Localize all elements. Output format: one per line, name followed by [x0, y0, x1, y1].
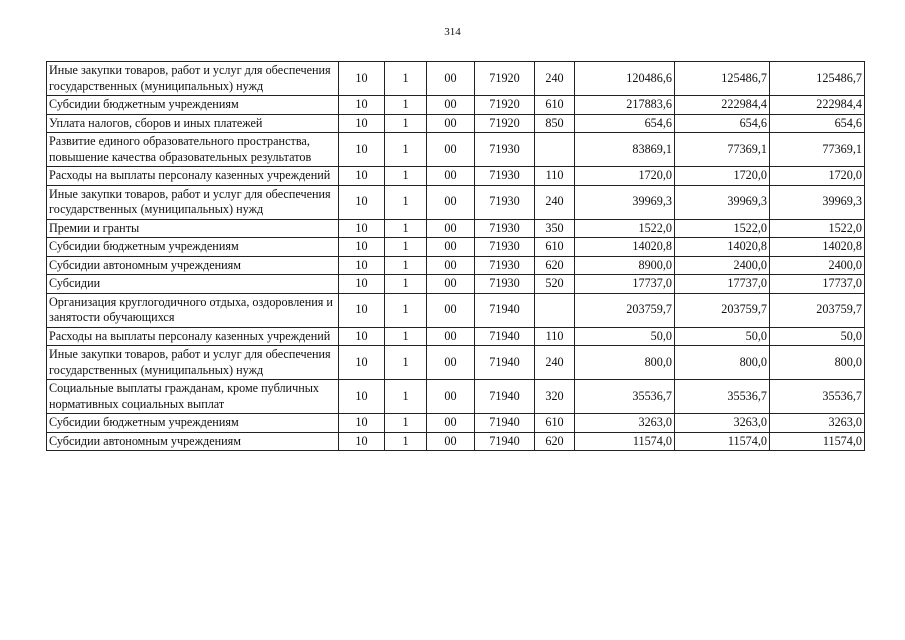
expense-type-code-cell	[535, 293, 575, 327]
expense-name-cell: Субсидии автономным учреждениям	[47, 432, 339, 451]
section-code-cell: 10	[339, 62, 385, 96]
section-code-cell: 10	[339, 293, 385, 327]
target-item-code-cell: 71930	[475, 133, 535, 167]
amount-year-3-cell: 1720,0	[770, 167, 865, 186]
table-row	[47, 167, 865, 186]
subsection-code-cell: 1	[385, 256, 427, 275]
page-number: 314	[444, 26, 461, 38]
section-code-cell: 10	[339, 185, 385, 219]
expense-type-code-cell: 610	[535, 414, 575, 433]
amount-year-1-cell: 1720,0	[575, 167, 675, 186]
expense-name-cell: Расходы на выплаты персоналу казенных учреждений	[47, 327, 339, 346]
budget-table	[46, 61, 865, 451]
subsection-code-cell: 1	[385, 414, 427, 433]
program-code-cell: 00	[427, 114, 475, 133]
expense-type-code-cell: 240	[535, 346, 575, 380]
expense-name-cell: Субсидии автономным учреждениям	[47, 256, 339, 275]
amount-year-1-cell: 14020,8	[575, 238, 675, 257]
table-row	[47, 293, 865, 327]
expense-name-cell: Социальные выплаты гражданам, кроме публичных нормативных социальных выплат	[47, 380, 339, 414]
expense-name-cell: Организация круглогодичного отдыха, оздоровления и занятости обучающихся	[47, 293, 339, 327]
table-row	[47, 380, 865, 414]
target-item-code-cell: 71940	[475, 293, 535, 327]
expense-type-code-cell: 620	[535, 432, 575, 451]
target-item-code-cell: 71940	[475, 414, 535, 433]
section-code-cell: 10	[339, 327, 385, 346]
section-code-cell: 10	[339, 275, 385, 294]
amount-year-3-cell: 203759,7	[770, 293, 865, 327]
program-code-cell: 00	[427, 432, 475, 451]
amount-year-1-cell: 203759,7	[575, 293, 675, 327]
subsection-code-cell: 1	[385, 275, 427, 294]
target-item-code-cell: 71930	[475, 219, 535, 238]
expense-type-code-cell: 610	[535, 238, 575, 257]
amount-year-2-cell: 654,6	[675, 114, 770, 133]
amount-year-3-cell: 14020,8	[770, 238, 865, 257]
amount-year-2-cell: 1720,0	[675, 167, 770, 186]
expense-name-cell: Иные закупки товаров, работ и услуг для обеспечения государственных (муниципальных) нужд	[47, 185, 339, 219]
program-code-cell: 00	[427, 293, 475, 327]
expense-type-code-cell: 610	[535, 96, 575, 115]
subsection-code-cell: 1	[385, 238, 427, 257]
amount-year-2-cell: 39969,3	[675, 185, 770, 219]
expense-name-cell: Субсидии	[47, 275, 339, 294]
amount-year-3-cell: 125486,7	[770, 62, 865, 96]
expense-type-code-cell: 520	[535, 275, 575, 294]
amount-year-3-cell: 11574,0	[770, 432, 865, 451]
section-code-cell: 10	[339, 256, 385, 275]
amount-year-1-cell: 3263,0	[575, 414, 675, 433]
subsection-code-cell: 1	[385, 96, 427, 115]
section-code-cell: 10	[339, 133, 385, 167]
expense-type-code-cell: 320	[535, 380, 575, 414]
target-item-code-cell: 71930	[475, 185, 535, 219]
expense-name-cell: Расходы на выплаты персоналу казенных учреждений	[47, 167, 339, 186]
target-item-code-cell: 71930	[475, 256, 535, 275]
program-code-cell: 00	[427, 62, 475, 96]
program-code-cell: 00	[427, 133, 475, 167]
amount-year-2-cell: 50,0	[675, 327, 770, 346]
expense-name-cell: Развитие единого образовательного пространства, повышение качества образовательных результатов	[47, 133, 339, 167]
amount-year-1-cell: 654,6	[575, 114, 675, 133]
amount-year-2-cell: 14020,8	[675, 238, 770, 257]
expense-name-cell: Субсидии бюджетным учреждениям	[47, 414, 339, 433]
target-item-code-cell: 71920	[475, 62, 535, 96]
section-code-cell: 10	[339, 219, 385, 238]
table-row	[47, 133, 865, 167]
amount-year-1-cell: 11574,0	[575, 432, 675, 451]
amount-year-1-cell: 800,0	[575, 346, 675, 380]
amount-year-3-cell: 3263,0	[770, 414, 865, 433]
target-item-code-cell: 71940	[475, 346, 535, 380]
program-code-cell: 00	[427, 414, 475, 433]
amount-year-1-cell: 8900,0	[575, 256, 675, 275]
amount-year-2-cell: 77369,1	[675, 133, 770, 167]
program-code-cell: 00	[427, 167, 475, 186]
program-code-cell: 00	[427, 380, 475, 414]
subsection-code-cell: 1	[385, 327, 427, 346]
subsection-code-cell: 1	[385, 133, 427, 167]
section-code-cell: 10	[339, 414, 385, 433]
subsection-code-cell: 1	[385, 432, 427, 451]
target-item-code-cell: 71930	[475, 238, 535, 257]
section-code-cell: 10	[339, 167, 385, 186]
target-item-code-cell: 71940	[475, 327, 535, 346]
expense-type-code-cell: 110	[535, 167, 575, 186]
amount-year-2-cell: 800,0	[675, 346, 770, 380]
subsection-code-cell: 1	[385, 219, 427, 238]
section-code-cell: 10	[339, 114, 385, 133]
table-row	[47, 346, 865, 380]
amount-year-1-cell: 50,0	[575, 327, 675, 346]
program-code-cell: 00	[427, 185, 475, 219]
amount-year-1-cell: 39969,3	[575, 185, 675, 219]
target-item-code-cell: 71940	[475, 432, 535, 451]
subsection-code-cell: 1	[385, 185, 427, 219]
amount-year-2-cell: 125486,7	[675, 62, 770, 96]
program-code-cell: 00	[427, 256, 475, 275]
amount-year-1-cell: 35536,7	[575, 380, 675, 414]
table-row	[47, 327, 865, 346]
expense-name-cell: Субсидии бюджетным учреждениям	[47, 96, 339, 115]
amount-year-3-cell: 50,0	[770, 327, 865, 346]
expense-type-code-cell: 240	[535, 185, 575, 219]
table-row	[47, 256, 865, 275]
amount-year-3-cell: 1522,0	[770, 219, 865, 238]
amount-year-1-cell: 17737,0	[575, 275, 675, 294]
amount-year-2-cell: 3263,0	[675, 414, 770, 433]
table-row	[47, 432, 865, 451]
table-row	[47, 275, 865, 294]
table-row	[47, 114, 865, 133]
amount-year-1-cell: 1522,0	[575, 219, 675, 238]
amount-year-1-cell: 217883,6	[575, 96, 675, 115]
amount-year-3-cell: 2400,0	[770, 256, 865, 275]
expense-type-code-cell: 240	[535, 62, 575, 96]
amount-year-3-cell: 654,6	[770, 114, 865, 133]
subsection-code-cell: 1	[385, 380, 427, 414]
amount-year-1-cell: 120486,6	[575, 62, 675, 96]
expense-type-code-cell	[535, 133, 575, 167]
amount-year-2-cell: 1522,0	[675, 219, 770, 238]
subsection-code-cell: 1	[385, 114, 427, 133]
amount-year-2-cell: 35536,7	[675, 380, 770, 414]
program-code-cell: 00	[427, 346, 475, 380]
section-code-cell: 10	[339, 346, 385, 380]
expense-type-code-cell: 350	[535, 219, 575, 238]
table-row	[47, 185, 865, 219]
target-item-code-cell: 71930	[475, 167, 535, 186]
program-code-cell: 00	[427, 219, 475, 238]
section-code-cell: 10	[339, 432, 385, 451]
amount-year-3-cell: 35536,7	[770, 380, 865, 414]
subsection-code-cell: 1	[385, 167, 427, 186]
section-code-cell: 10	[339, 380, 385, 414]
expense-name-cell: Субсидии бюджетным учреждениям	[47, 238, 339, 257]
program-code-cell: 00	[427, 327, 475, 346]
amount-year-3-cell: 800,0	[770, 346, 865, 380]
target-item-code-cell: 71920	[475, 114, 535, 133]
amount-year-1-cell: 83869,1	[575, 133, 675, 167]
amount-year-3-cell: 222984,4	[770, 96, 865, 115]
amount-year-2-cell: 2400,0	[675, 256, 770, 275]
target-item-code-cell: 71940	[475, 380, 535, 414]
expense-type-code-cell: 850	[535, 114, 575, 133]
amount-year-2-cell: 203759,7	[675, 293, 770, 327]
program-code-cell: 00	[427, 238, 475, 257]
amount-year-3-cell: 39969,3	[770, 185, 865, 219]
expense-name-cell: Иные закупки товаров, работ и услуг для обеспечения государственных (муниципальных) нужд	[47, 346, 339, 380]
table-row	[47, 96, 865, 115]
table-row	[47, 238, 865, 257]
expense-type-code-cell: 110	[535, 327, 575, 346]
expense-type-code-cell: 620	[535, 256, 575, 275]
amount-year-3-cell: 17737,0	[770, 275, 865, 294]
amount-year-2-cell: 17737,0	[675, 275, 770, 294]
table-row	[47, 219, 865, 238]
amount-year-3-cell: 77369,1	[770, 133, 865, 167]
table-row	[47, 62, 865, 96]
section-code-cell: 10	[339, 96, 385, 115]
amount-year-2-cell: 11574,0	[675, 432, 770, 451]
target-item-code-cell: 71930	[475, 275, 535, 294]
amount-year-2-cell: 222984,4	[675, 96, 770, 115]
table-row	[47, 414, 865, 433]
subsection-code-cell: 1	[385, 62, 427, 96]
target-item-code-cell: 71920	[475, 96, 535, 115]
expense-name-cell: Премии и гранты	[47, 219, 339, 238]
subsection-code-cell: 1	[385, 293, 427, 327]
subsection-code-cell: 1	[385, 346, 427, 380]
program-code-cell: 00	[427, 96, 475, 115]
expense-name-cell: Иные закупки товаров, работ и услуг для обеспечения государственных (муниципальных) нужд	[47, 62, 339, 96]
section-code-cell: 10	[339, 238, 385, 257]
program-code-cell: 00	[427, 275, 475, 294]
expense-name-cell: Уплата налогов, сборов и иных платежей	[47, 114, 339, 133]
